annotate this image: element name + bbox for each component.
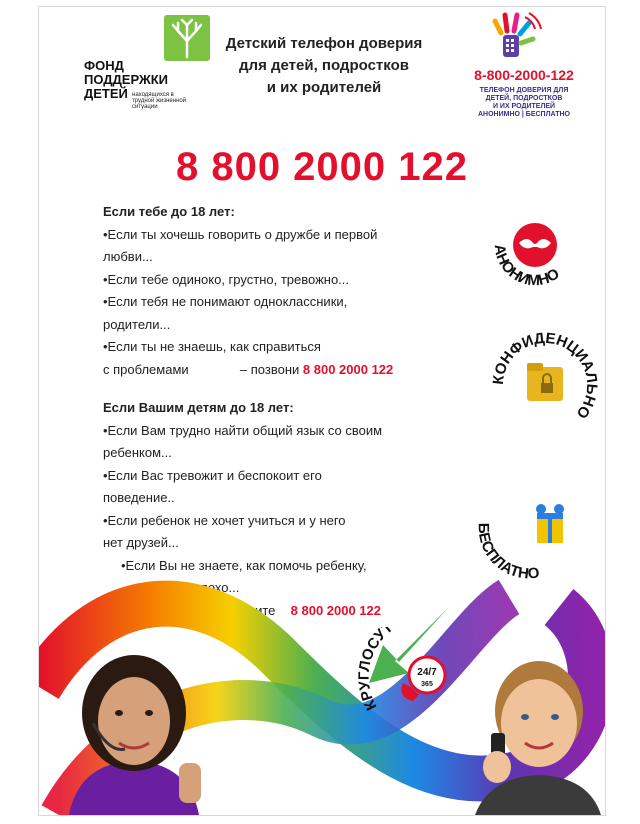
main-phone-number: 8 800 2000 122 — [175, 145, 469, 189]
operator-photo — [49, 643, 219, 815]
parents-call-text: – позвоните — [203, 602, 276, 618]
fund-name-line: ПОДДЕРЖКИ — [84, 72, 169, 87]
fund-logo — [84, 13, 199, 113]
kids-heading: Если тебе до 18 лет: — [103, 204, 235, 219]
kids-line: с проблемами — [103, 361, 189, 377]
header-title: Детский телефон доверия для детей, подростков и их родителей — [225, 35, 423, 96]
confidential-badge — [487, 325, 605, 445]
round-the-clock-label: КРУГЛОСУТ — [357, 627, 397, 713]
gift-coins-icon — [536, 504, 564, 543]
hand-phone-icon — [487, 9, 543, 65]
parents-call-number: 8 800 2000 122 — [290, 602, 382, 618]
confidential-label: КОНФИДЕНЦИАЛЬНО — [489, 329, 601, 422]
kids-line: •Если тебя не понимают одноклассники, — [103, 294, 348, 309]
parents-line: •Если Вы не знаете, как помочь ребенку, — [121, 557, 367, 573]
kids-line: любви... — [103, 249, 153, 264]
kids-call-text: – позвони — [239, 361, 300, 377]
fund-name-line: ДЕТЕЙ — [84, 86, 128, 101]
parents-line: •Если Вас тревожит и беспокоит его — [103, 467, 322, 483]
parents-line: нет друзей... — [103, 535, 179, 550]
fund-subtitle: находящихся в трудной жизненной ситуации — [132, 92, 187, 110]
kids-line: •Если ты хочешь говорить о дружбе и первой — [103, 226, 378, 242]
parents-line: ребенком... — [103, 445, 172, 460]
kids-line: •Если ты не знаешь, как справиться — [103, 339, 321, 354]
clock-label: 24/7 — [417, 667, 437, 678]
hotline-number: 8-800-2000-122 — [474, 67, 574, 83]
poster — [38, 6, 606, 816]
fund-name-line: ФОНД — [84, 58, 124, 73]
parents-heading: Если Вашим детям до 18 лет: — [103, 400, 294, 415]
parents-line: поведение.. — [103, 490, 175, 505]
kids-line: •Если тебе одиноко, грустно, тревожно... — [103, 271, 350, 287]
kids-call-number: 8 800 2000 122 — [302, 361, 394, 377]
clock-phone-icon — [401, 657, 445, 701]
free-label: БЕСПЛАТНО — [474, 522, 541, 583]
parents-line: •Если ребенок не хочет учиться и у него — [103, 512, 346, 528]
kids-line: родители... — [103, 316, 171, 332]
anonymous-label: АНОНИМНО — [490, 243, 563, 290]
clock-label: 365 — [421, 681, 433, 688]
parents-line: когда ему плохо... — [131, 580, 240, 595]
folder-lock-icon — [527, 363, 563, 401]
child-photo — [469, 647, 605, 815]
kids-call-line — [103, 359, 483, 382]
kids-section — [103, 201, 483, 381]
parents-line: •Если Вам трудно найти общий язык со своим — [103, 422, 383, 438]
anonymous-badge — [475, 195, 595, 305]
hotline-caption: ТЕЛЕФОН ДОВЕРИЯ ДЛЯ ДЕТЕЙ, ПОДРОСТКОВ И ИХ РОДИТЕЛЕЙ АНОНИМНО | БЕСПЛАТНО — [477, 87, 570, 118]
